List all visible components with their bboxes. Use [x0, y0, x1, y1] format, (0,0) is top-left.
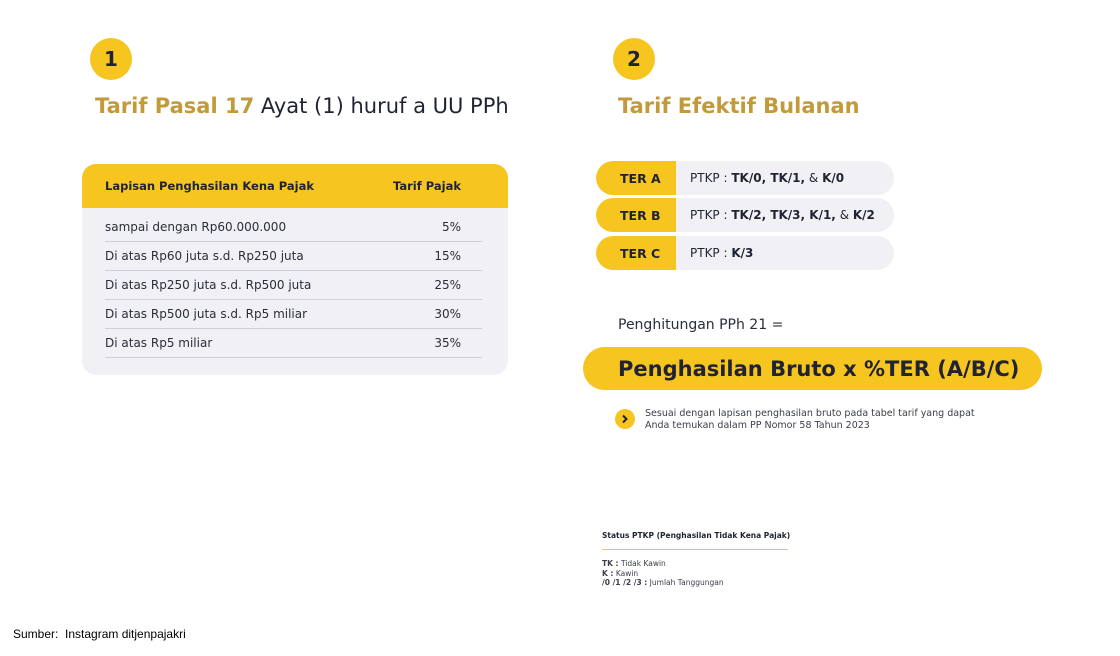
chevron-right-icon — [615, 409, 635, 429]
bracket: Di atas Rp5 miliar — [105, 336, 213, 350]
section2-title: Tarif Efektif Bulanan — [618, 94, 860, 118]
note — [645, 408, 975, 432]
tax-rate-table — [82, 164, 508, 375]
bracket: Di atas Rp60 juta s.d. Rp250 juta — [105, 249, 304, 263]
table-row — [105, 271, 482, 300]
ter-label: TER B — [596, 198, 676, 232]
section1-title — [95, 94, 509, 118]
ter-row-c — [596, 236, 894, 270]
table-row — [105, 329, 482, 358]
rate: 25% — [434, 278, 461, 292]
header-rate: Tarif Pajak — [393, 179, 461, 193]
legend-value: Jumlah Tanggungan — [649, 578, 724, 587]
legend-item — [602, 559, 724, 569]
table-row — [105, 242, 482, 271]
rate: 35% — [434, 336, 461, 350]
legend-divider — [602, 549, 788, 550]
rate: 5% — [441, 220, 461, 234]
legend-key: /0 /1 /2 /3 : — [602, 578, 648, 587]
note-line: Anda temukan dalam PP Nomor 58 Tahun 2023 — [645, 420, 870, 431]
formula-pill: Penghasilan Bruto x %TER (A/B/C) — [583, 347, 1042, 390]
ter-row-a — [596, 161, 894, 195]
ptkp-codes: TK/2, TK/3, K/1, — [731, 208, 836, 222]
rate: 15% — [434, 249, 461, 263]
ptkp-codes: TK/0, TK/1, — [731, 171, 806, 185]
ampersand: & — [808, 171, 819, 185]
legend-item — [602, 569, 724, 579]
bracket: Di atas Rp250 juta s.d. Rp500 juta — [105, 278, 312, 292]
bracket: Di atas Rp500 juta s.d. Rp5 miliar — [105, 307, 308, 321]
table-row — [105, 300, 482, 329]
ampersand: & — [839, 208, 850, 222]
note-line: Sesuai dengan lapisan penghasilan bruto pada tabel tarif yang dapat — [645, 408, 975, 419]
rate: 30% — [434, 307, 461, 321]
step-number-2: 2 — [613, 38, 655, 80]
legend-value: Tidak Kawin — [620, 559, 666, 568]
legend-item — [602, 578, 724, 588]
ptkp-prefix: PTKP : — [690, 246, 728, 260]
legend-key: TK : — [602, 559, 619, 568]
calc-label: Penghitungan PPh 21 = — [618, 317, 784, 333]
ter-label: TER C — [596, 236, 676, 270]
ptkp-codes-last: K/0 — [822, 171, 845, 185]
legend-key: K : — [602, 568, 614, 578]
legend-title: Status PTKP (Penghasilan Tidak Kena Pajak) — [602, 531, 791, 540]
ptkp-prefix: PTKP : — [690, 208, 728, 222]
table-row — [105, 213, 482, 242]
ter-row-b — [596, 198, 894, 232]
ptkp-codes-last: K/2 — [852, 208, 875, 222]
ter-label: TER A — [596, 161, 676, 195]
step-number-1: 1 — [90, 38, 132, 80]
source-caption: Sumber: Instagram ditjenpajakri — [13, 627, 186, 641]
legend-list — [602, 559, 724, 588]
table-header — [82, 164, 508, 208]
ptkp-codes: K/3 — [731, 246, 754, 260]
legend-value: Kawin — [615, 568, 639, 578]
title-rest: Ayat (1) huruf a UU PPh — [260, 94, 509, 118]
ptkp-prefix: PTKP : — [690, 171, 728, 185]
title-highlight: Tarif Pasal 17 — [95, 94, 255, 118]
bracket: sampai dengan Rp60.000.000 — [105, 220, 287, 234]
header-bracket: Lapisan Penghasilan Kena Pajak — [105, 179, 315, 193]
